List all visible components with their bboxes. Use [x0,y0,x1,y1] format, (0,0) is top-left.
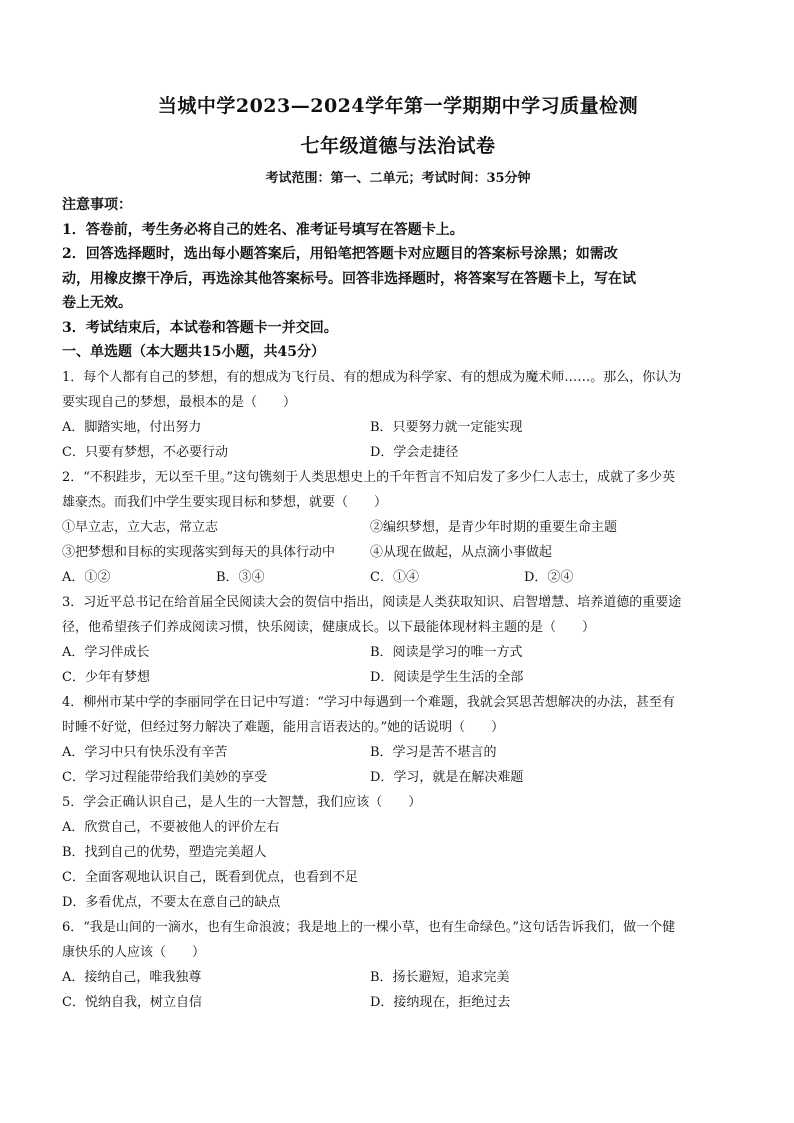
option-a: A．欣赏自己，不要被他人的评价左右 [62,819,280,835]
option-row [62,640,734,665]
statement-3: ③把梦想和目标的实现落实到每天的具体行动中 [62,544,336,560]
option-d: D．学会走捷径 [370,444,459,460]
option-b: B．找到自己的优势，塑造完美超人 [62,844,267,860]
question-stem: 径，他希望孩子们养成阅读习惯，快乐阅读，健康成长。以下最能体现材料主题的是（ ） [62,619,596,635]
option-d: D．②④ [524,569,574,585]
option-a: A．脚踏实地，付出努力 [62,419,202,435]
option-row [62,990,734,1015]
question-stem: 要实现自己的梦想，最根本的是（ ） [62,394,297,410]
option-d: D．接纳现在，拒绝过去 [370,994,511,1010]
statement-4: ④从现在做起，从点滴小事做起 [370,544,553,560]
option-c: C．学习过程能带给我们美妙的享受 [62,769,267,785]
option-c: C．①④ [370,569,419,585]
question-stem: 3．习近平总书记在给首届全民阅读大会的贺信中指出，阅读是人类获取知识、启智增慧、培养道德的重要途 [62,594,682,610]
option-b: B．只要努力就一定能实现 [370,419,523,435]
option-b: B．阅读是学习的唯一方式 [370,644,523,660]
notice-line: 2．回答选择题时，选出每小题答案后，用铅笔把答题卡对应题目的答案标号涂黑；如需改 [62,246,618,262]
option-b: B．③④ [216,569,265,585]
question-stem: 5．学会正确认识自己，是人生的一大智慧，我们应该（ ） [62,794,422,810]
notice-line: 卷上无效。 [62,295,132,311]
question-stem: 时睡不好觉，但经过努力解决了难题，能用言语表达的。”她的话说明（ ） [62,719,505,735]
statement-1: ①早立志，立大志，常立志 [62,519,219,535]
option-a: A．接纳自己，唯我独尊 [62,969,202,985]
question-stem: 1．每个人都有自己的梦想，有的想成为飞行员、有的想成为科学家、有的想成为魔术师……。那么，你认为 [62,369,682,385]
option-c: C．全面客观地认识自己，既看到优点，也看到不足 [62,869,358,885]
option-row [62,965,734,990]
statement-row [62,515,734,540]
exam-scope: 考试范围：第一、二单元；考试时间：35分钟 [265,171,531,186]
statement-row [62,540,734,565]
option-row [62,415,734,440]
option-a: A．①② [62,569,111,585]
option-row [62,440,734,465]
option-row [62,765,734,790]
option-d: D．学习，就是在解决难题 [370,769,524,785]
option-row [62,740,734,765]
option-c: C．只要有梦想，不必要行动 [62,444,228,460]
exam-title: 当城中学2023—2024学年第一学期期中学习质量检测 [157,95,639,117]
notice-line: 动，用橡皮擦干净后，再选涂其他答案标号。回答非选择题时，将答案写在答题卡上，写在试 [62,270,636,287]
question-stem: 雄豪杰。而我们中学生要实现目标和梦想，就要（ ） [62,494,388,510]
question-stem: 2．“不积跬步，无以至千里。”这句镌刻于人类思想史上的千年哲言不知启发了多少仁人志士，成就了多少英 [62,469,676,485]
question-stem: 6．“我是山间的一滴水，也有生命浪波；我是地上的一棵小草，也有生命绿色。”这句话告诉我们，做一个健 [62,919,676,935]
option-b: B．扬长避短，追求完美 [370,969,510,985]
exam-page [62,92,734,1015]
option-b: B．学习是苦不堪言的 [370,744,497,760]
notice-line: 1．答卷前，考生务必将自己的姓名、准考证号填写在答题卡上。 [62,221,464,238]
option-d: D．多看优点，不要太在意自己的缺点 [62,894,281,910]
option-row [62,665,734,690]
option-c: C．少年有梦想 [62,669,150,685]
option-a: A．学习中只有快乐没有辛苦 [62,744,228,760]
option-d: D．阅读是学生生活的全部 [370,669,524,685]
notice-heading: 注意事项： [62,197,132,213]
exam-subtitle: 七年级道德与法治试卷 [300,135,496,157]
option-row [62,565,734,590]
statement-2: ②编织梦想，是青少年时期的重要生命主题 [370,519,618,535]
question-stem: 4．柳州市某中学的李丽同学在日记中写道：“学习中每遇到一个难题，我就会冥思苦想解决的办法，甚至有 [62,694,675,710]
notice-line: 3．考试结束后，本试卷和答题卡一并交回。 [62,319,338,336]
option-c: C．悦纳自我，树立自信 [62,994,202,1010]
question-stem: 康快乐的人应该（ ） [62,944,206,960]
section-title: 一、单选题（本大题共15小题，共45分） [62,344,325,360]
option-a: A．学习伴成长 [62,644,150,660]
